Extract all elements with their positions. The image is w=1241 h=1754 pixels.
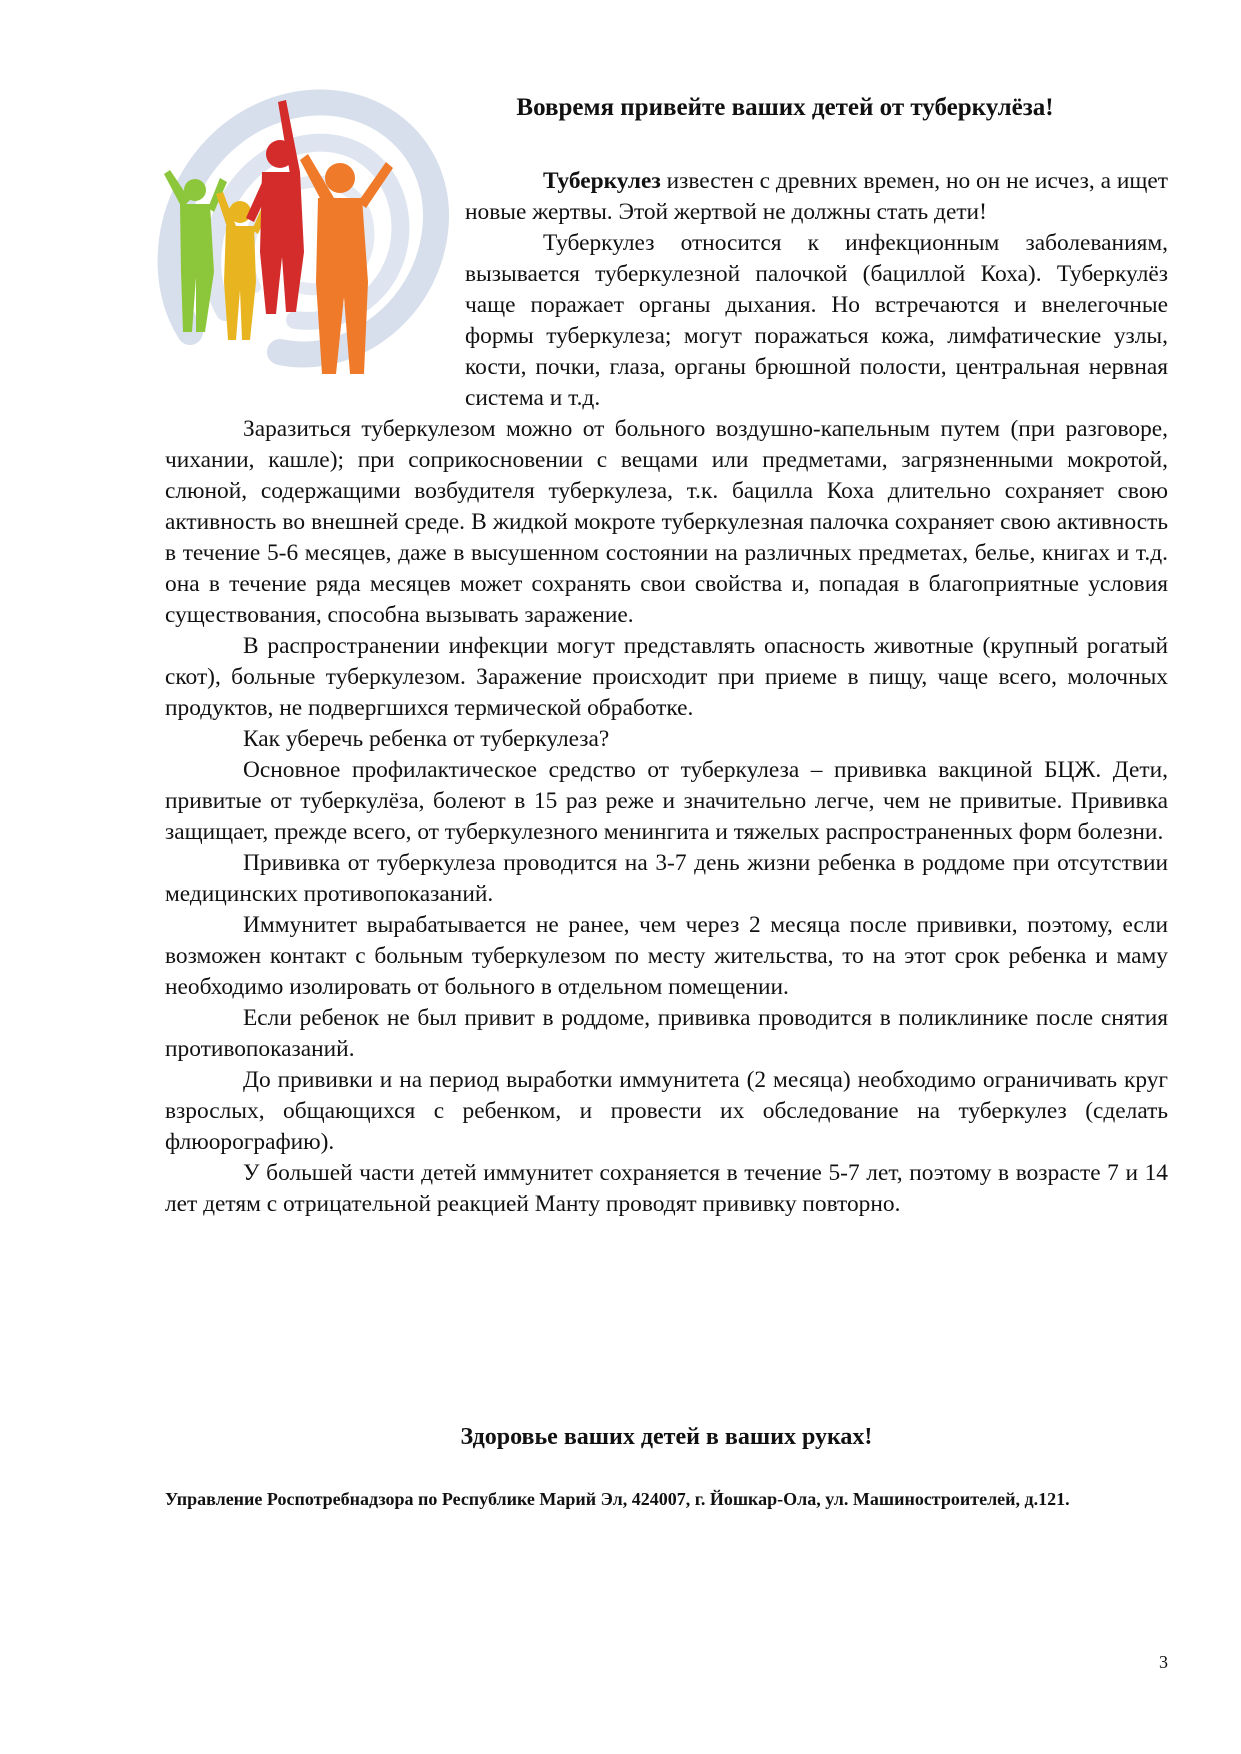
paragraph: Заразиться туберкулезом можно от больного воздушно-капельным путем (при разговоре, чихании, кашле); при соприкосновении с вещами или предметами, загрязненными мокротой, слюной, содержащими возбудителя туберкулеза, т.к. бацилла Коха длительно сохраняет свою активность во внешней среде. В жидкой мокроте туберкулезная палочка сохраняет свою активность в течение 5-6 месяцев, даже в высушенном состоянии на различных предметах, белье, книгах и т.д. она в течение ряда месяцев может сохранять свои свойства и, попадая в благоприятные условия существования, способна вызывать заражение. [165, 416, 1168, 628]
article-body [165, 166, 1168, 1220]
paragraph: До прививки и на период выработки иммунитета (2 месяца) необходимо ограничивать круг взрослых, общающихся с ребенком, и провести их обследование на туберкулез (сделать флюорографию). [165, 1067, 1168, 1155]
paragraph: Туберкулез относится к инфекционным заболеваниям, вызывается туберкулезной палочкой (бациллой Коха). Туберкулёз чаще поражает органы дыхания. Но встречаются и внелегочные формы туберкулеза; могут поражаться кожа, лимфатические узлы, кости, почки, глаза, органы брюшной полости, центральная нервная система и т.д. [465, 230, 1168, 411]
paragraph: Как уберечь ребенка от туберкулеза? [243, 726, 610, 752]
paragraph: У большей части детей иммунитет сохраняется в течение 5-7 лет, поэтому в возрасте 7 и 14 лет детям с отрицательной реакцией Манту проводят прививку повторно. [165, 1160, 1168, 1217]
paragraph: Иммунитет вырабатывается не ранее, чем через 2 месяца после прививки, поэтому, если возможен контакт с больным туберкулезом по месту жительства, то на этот срок ребенка и маму необходимо изолировать от больного в отдельном помещении. [165, 912, 1168, 1000]
page-number: 3 [1159, 1652, 1168, 1672]
page-title: Вовремя привейте ваших детей от туберкулёза! [516, 94, 1054, 121]
footer-address: Управление Роспотребнадзора по Республике Марий Эл, 424007, г. Йошкар-Ола, ул. Машиностроителей, д.121. [165, 1489, 1070, 1509]
illustration-spacer [165, 166, 465, 389]
intro-bold-word: Туберкулез [543, 168, 661, 194]
intro-text: известен с древних времен, но он не исчез, а ищет новые жертвы. Этой жертвой не должны стать дети! [465, 168, 1168, 225]
paragraph: Основное профилактическое средство от туберкулеза – прививка вакциной БЦЖ. Дети, привитые от туберкулёза, болеют в 15 раз реже и значительно легче, чем не привитые. Прививка защищает, прежде всего, от туберкулезного менингита и тяжелых распространенных форм болезни. [165, 757, 1168, 845]
paragraph: Если ребенок не был привит в роддоме, прививка проводится в поликлинике после снятия противопоказаний. [165, 1005, 1168, 1062]
paragraph: В распространении инфекции могут представлять опасность животные (крупный рогатый скот), больные туберкулезом. Заражение происходит при приеме в пищу, чаще всего, молочных продуктов, не подвергшихся термической обработке. [165, 633, 1168, 721]
paragraph: Прививка от туберкулеза проводится на 3-7 день жизни ребенка в роддоме при отсутствии медицинских противопоказаний. [165, 850, 1168, 907]
slogan: Здоровье ваших детей в ваших руках! [460, 1424, 873, 1450]
